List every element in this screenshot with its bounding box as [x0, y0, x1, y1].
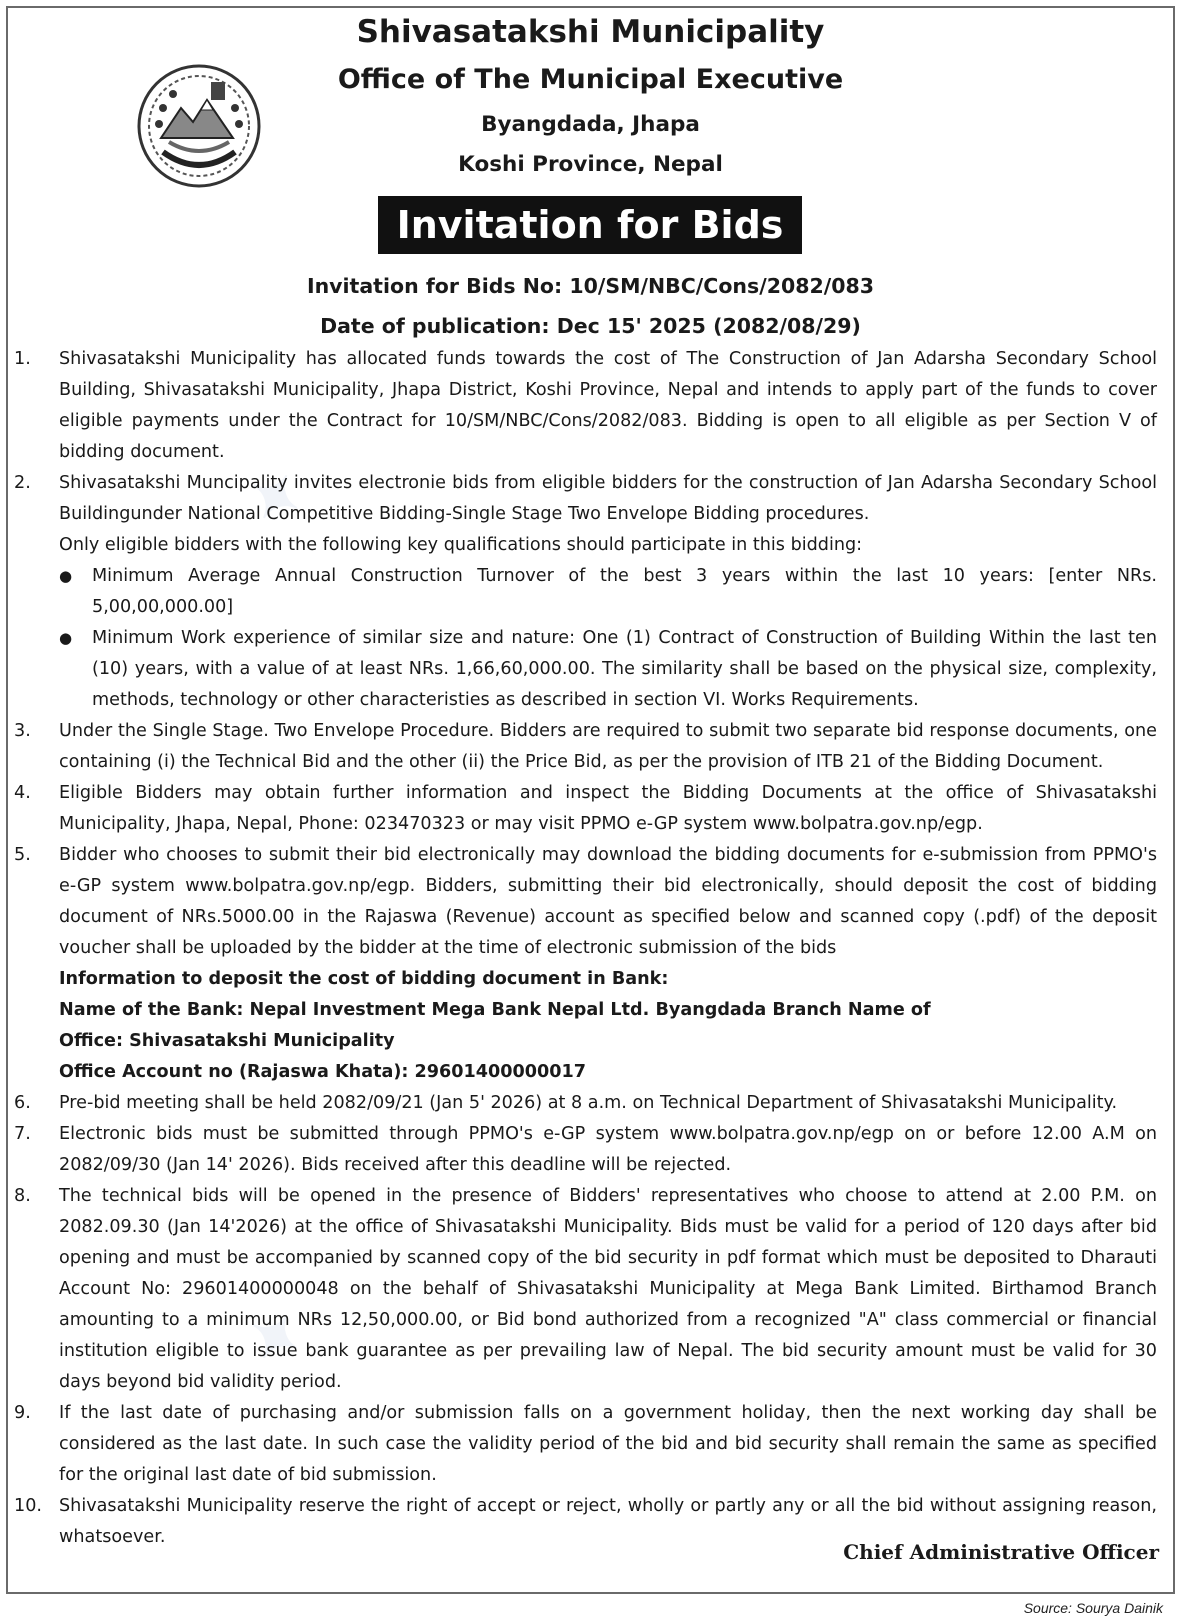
list-item	[14, 1088, 1157, 1119]
item-number: 1.	[14, 349, 31, 369]
item-text: Only eligible bidders with the following key qualifications should participate in this bidding:	[59, 535, 863, 555]
bid-number: Invitation for Bids No: 10/SM/NBC/Cons/2082/083	[306, 274, 875, 298]
office-title: Office of The Municipal Executive	[337, 64, 844, 95]
list-item	[14, 840, 1157, 1088]
item-number: 4.	[14, 783, 31, 803]
bullet-item	[59, 561, 1157, 623]
list-item	[14, 1398, 1157, 1491]
item-number: 8.	[14, 1186, 31, 1206]
list-item	[14, 344, 1157, 468]
source-credit: Source: Sourya Dainik	[1023, 1600, 1163, 1616]
item-number: 9.	[14, 1403, 31, 1423]
bullet-dot-icon: ●	[59, 629, 73, 647]
bank-name: Name of the Bank: Nepal Investment Mega Bank Nepal Ltd. Byangdada Branch Name of	[59, 1000, 931, 1020]
signature-title: Chief Administrative Officer	[843, 1540, 1159, 1564]
item-text: If the last date of purchasing and/or submission falls on a government holiday, then the next working day shall be considered as the last date. In such case the validity period of the bid and bid security shall remain the same as specified for the original last date of bid submission.	[59, 1403, 1157, 1485]
item-number: 5.	[14, 845, 31, 865]
item-text: Shivasatakshi Muncipality invites electronie bids from eligible bidders for the construction of Jan Adarsha Secondary School Buildingunder National Competitive Bidding-Single Stage Two Envelope Bidding procedures.	[59, 473, 1157, 524]
bank-account: Office Account no (Rajaswa Khata): 29601400000017	[59, 1062, 586, 1082]
list-item	[14, 468, 1157, 716]
province-line: Koshi Province, Nepal	[458, 152, 723, 177]
list-item	[14, 1119, 1157, 1181]
list-item	[14, 1181, 1157, 1398]
item-number: 2.	[14, 473, 31, 493]
item-number: 7.	[14, 1124, 31, 1144]
item-text: Bidder who chooses to submit their bid electronically may download the bidding documents for e-submission from PPMO's e-GP system www.bolpatra.gov.np/egp. Bidders, submitting their bid electronically, should deposit the cost of bidding document of NRs.5000.00 in the Rajaswa (Revenue) account as specified below and scanned copy (.pdf) of the deposit voucher shall be uploaded by the bidder at the time of electronic submission of the bids	[59, 845, 1157, 958]
item-text: Eligible Bidders may obtain further information and inspect the Bidding Documents at the office of Shivasatakshi Municipality, Jhapa, Nepal, Phone: 023470323 or may visit PPMO e-GP system www.bolpatra.gov.np/egp.	[59, 783, 1157, 834]
municipality-title: Shivasatakshi Municipality	[356, 14, 825, 50]
bullet-dot-icon: ●	[59, 567, 73, 585]
item-number: 6.	[14, 1093, 31, 1113]
bank-heading: Information to deposit the cost of bidding document in Bank:	[59, 969, 669, 989]
list-item	[14, 778, 1157, 840]
bank-office: Office: Shivasatakshi Municipality	[59, 1031, 395, 1051]
notice-body	[14, 344, 1157, 1553]
location-line: Byangdada, Jhapa	[481, 112, 700, 137]
invitation-banner: Invitation for Bids	[378, 196, 802, 254]
item-text: Under the Single Stage. Two Envelope Procedure. Bidders are required to submit two separate bid response documents, one containing (i) the Technical Bid and the other (ii) the Price Bid, as per the provision of ITB 21 of the Bidding Document.	[59, 721, 1157, 772]
item-text: The technical bids will be opened in the presence of Bidders' representatives who choose to attend at 2.00 P.M. on 2082.09.30 (Jan 14'2026) at the office of Shivasatakshi Municipality. Bids must be valid for a period of 120 days after bid opening and must be accompanied by scanned copy of the bid security in pdf format which must be deposited to Dharauti Account No: 29601400000048 on the behalf of Shivasatakshi Municipality at Mega Bank Limited. Birthamod Branch amounting to a minimum NRs 12,50,000.00, or Bid bond authorized from a recognized "A" class commercial or financial institution eligible to issue bank guarantee as per prevailing law of Nepal. The bid security amount must be valid for 30 days beyond bid validity period.	[59, 1186, 1157, 1392]
publication-date: Date of publication: Dec 15' 2025 (2082/08/29)	[320, 314, 861, 338]
item-number: 3.	[14, 721, 31, 741]
watermark: ✦	[231, 1296, 321, 1378]
item-text: Shivasatakshi Municipality has allocated funds towards the cost of The Construction of Jan Adarsha Secondary School Building, Shivasatakshi Municipality, Jhapa District, Koshi Province, Nepal and intends to apply part of the funds to cover eligible payments under the Contract for 10/SM/NBC/Cons/2082/083. Bidding is open to all eligible as per Section V of bidding document.	[59, 349, 1157, 462]
bullet-item	[59, 623, 1157, 716]
item-text: Shivasatakshi Municipality reserve the right of accept or reject, wholly or partly any or all the bid without assigning reason, whatsoever.	[59, 1496, 1157, 1547]
bullet-text: Minimum Average Annual Construction Turnover of the best 3 years within the last 10 years: [enter NRs. 5,00,00,000.00]	[92, 566, 1157, 617]
bullet-text: Minimum Work experience of similar size and nature: One (1) Contract of Construction of Building Within the last ten (10) years, with a value of at least NRs. 1,66,60,000.00. The similarity shall be based on the physical size, complexity, methods, technology or other characteristies as described in section VI. Works Requirements.	[92, 628, 1157, 710]
item-number: 10.	[14, 1496, 42, 1516]
list-item	[14, 716, 1157, 778]
item-text: Pre-bid meeting shall be held 2082/09/21 (Jan 5' 2026) at 8 a.m. on Technical Department of Shivasatakshi Municipality.	[59, 1093, 1118, 1113]
item-text: Electronic bids must be submitted through PPMO's e-GP system www.bolpatra.gov.np/egp on or before 12.00 A.M on 2082/09/30 (Jan 14' 2026). Bids received after this deadline will be rejected.	[59, 1124, 1157, 1175]
watermark: ✦	[231, 456, 321, 538]
